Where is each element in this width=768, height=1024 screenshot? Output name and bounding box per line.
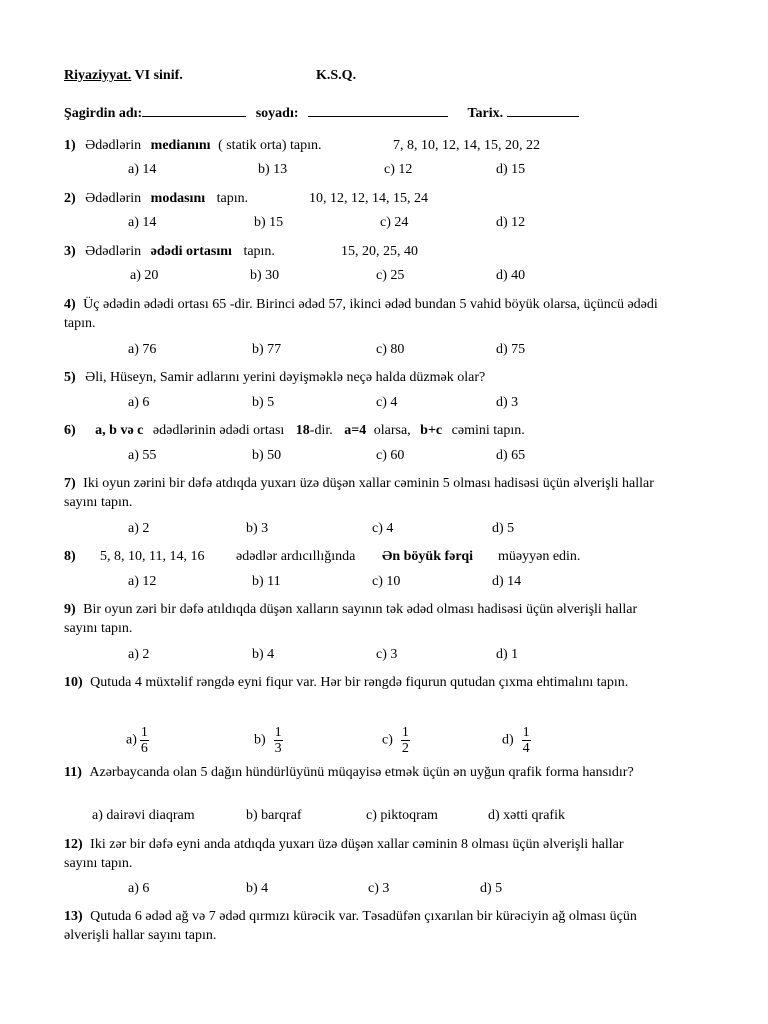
option-c[interactable]: c) 10: [372, 574, 401, 589]
option-a[interactable]: [126, 725, 149, 756]
question-number: 4): [64, 297, 76, 312]
option-b[interactable]: b) 30: [250, 268, 280, 283]
denominator: 6: [140, 741, 148, 756]
option-label: a): [126, 732, 137, 748]
options-8: [0, 574, 768, 594]
question-11: [64, 763, 660, 782]
options-6: [0, 448, 768, 468]
option-a[interactable]: a) 12: [128, 574, 157, 589]
question-text: olarsa,: [373, 423, 411, 438]
question-text: Qutuda 4 müxtəlif rəngdə eyni fiqur var. Hər bir rəngdə fiqurun qutudan çıxma ehtimalını tapın.: [90, 675, 629, 690]
denominator: 3: [274, 741, 282, 756]
question-number: 7): [64, 476, 76, 491]
question-keyword: ədədi ortasını: [150, 244, 232, 259]
option-b[interactable]: b) 4: [252, 647, 275, 662]
option-b[interactable]: b) 5: [252, 395, 275, 410]
grade-label: VI sinif.: [134, 68, 183, 83]
option-c[interactable]: c) 3: [368, 881, 390, 896]
question-4: [64, 295, 660, 333]
ksq-label: K.S.Q.: [316, 68, 357, 83]
question-number: 9): [64, 602, 76, 617]
question-text: tapın.: [216, 191, 249, 206]
question-keyword: b+c: [420, 423, 443, 438]
question-data: 7, 8, 10, 12, 14, 15, 20, 22: [393, 138, 540, 153]
option-b[interactable]: b) 15: [254, 215, 284, 230]
option-c[interactable]: c) 12: [384, 162, 413, 177]
options-3: [0, 268, 768, 288]
question-text: Ədədlərin: [85, 191, 142, 206]
fraction: [274, 725, 283, 756]
option-c[interactable]: c) 80: [376, 342, 405, 357]
option-b[interactable]: b) 13: [258, 162, 288, 177]
option-d[interactable]: d) 5: [480, 881, 503, 896]
option-a[interactable]: a) 6: [128, 881, 150, 896]
question-number: 11): [64, 765, 82, 780]
question-keyword: a, b və c: [95, 423, 144, 438]
option-d[interactable]: d) xətti qrafik: [488, 808, 565, 823]
question-data: 10, 12, 12, 14, 15, 24: [309, 191, 428, 206]
surname-blank[interactable]: [308, 104, 448, 117]
question-keyword: Ən böyük fərqi: [382, 549, 473, 564]
option-d[interactable]: d) 65: [496, 448, 526, 463]
options-1: [0, 162, 768, 182]
options-9: [0, 647, 768, 667]
question-1: [64, 136, 660, 155]
question-text: ( statik orta) tapın.: [218, 138, 322, 153]
fraction: [401, 725, 410, 756]
option-a[interactable]: a) 14: [128, 215, 157, 230]
option-c[interactable]: c) 4: [372, 521, 394, 536]
options-12: [0, 881, 768, 901]
surname-label: soyadı:: [255, 106, 299, 121]
options-2: [0, 215, 768, 235]
student-info-row: [64, 104, 579, 122]
option-d[interactable]: d) 40: [496, 268, 526, 283]
denominator: 4: [522, 741, 530, 756]
option-c[interactable]: c) 3: [376, 647, 398, 662]
question-text: tapın.: [243, 244, 275, 259]
worksheet-title: [64, 68, 183, 84]
date-label: Tarix.: [467, 106, 504, 121]
option-c[interactable]: [382, 725, 410, 756]
question-8: [64, 547, 660, 566]
option-label: d): [502, 732, 514, 748]
question-text: Əli, Hüseyn, Samir adlarını yerini dəyişməklə neçə halda düzmək olar?: [85, 370, 486, 385]
question-keyword: 18: [295, 423, 310, 438]
question-text: Iki zər bir dəfə eyni anda atdıqda yuxarı üzə düşən xallar cəminin 8 olması üçün əlverişli hallar sayını tapın.: [64, 837, 624, 871]
option-d[interactable]: d) 75: [496, 342, 526, 357]
question-keyword: modasını: [150, 191, 206, 206]
numerator: 1: [140, 725, 148, 740]
option-b[interactable]: [254, 725, 283, 756]
option-d[interactable]: d) 3: [496, 395, 519, 410]
option-b[interactable]: b) 4: [246, 881, 269, 896]
denominator: 2: [401, 741, 409, 756]
question-number: 10): [64, 675, 83, 690]
name-label: Şagirdin adı:: [64, 106, 143, 121]
question-text: ədədlər ardıcıllığında: [236, 549, 356, 564]
option-b[interactable]: b) 3: [246, 521, 269, 536]
question-number: 3): [64, 244, 76, 259]
question-2: [64, 189, 660, 208]
options-10: [0, 725, 768, 756]
question-6: [64, 421, 660, 440]
option-b[interactable]: b) 77: [252, 342, 282, 357]
question-data: 15, 20, 25, 40: [341, 244, 418, 259]
question-7: [64, 474, 660, 512]
question-text: Ədədlərin: [85, 138, 142, 153]
option-c[interactable]: c) piktoqram: [366, 808, 438, 823]
question-data: 5, 8, 10, 11, 14, 16: [100, 549, 205, 564]
numerator: 1: [401, 725, 409, 740]
question-keyword: medianını: [150, 138, 211, 153]
option-c[interactable]: c) 4: [376, 395, 398, 410]
question-text: Üç ədədin ədədi ortası 65 -dir. Birinci ədəd 57, ikinci ədəd bundan 5 vahid böyük olarsa, üçüncü ədədi tapın.: [64, 297, 658, 331]
question-number: 5): [64, 370, 76, 385]
option-c[interactable]: c) 60: [376, 448, 405, 463]
option-label: c): [382, 732, 393, 748]
options-11: [0, 808, 768, 828]
date-blank[interactable]: [507, 104, 579, 117]
question-5: [64, 368, 660, 387]
options-4: [0, 342, 768, 362]
fraction: [140, 725, 149, 756]
question-text: ədədlərinin ədədi ortası: [152, 423, 285, 438]
option-a[interactable]: a) 2: [128, 647, 150, 662]
question-10: [64, 673, 660, 692]
question-text: Bir oyun zəri bir dəfə atıldıqda düşən xalların sayının tək ədəd olması hadisəsi üçün əlverişli hallar sayını tapın.: [64, 602, 638, 636]
question-number: 1): [64, 138, 76, 153]
option-a[interactable]: a) 2: [128, 521, 150, 536]
option-d[interactable]: d) 14: [492, 574, 522, 589]
option-b[interactable]: b) 50: [252, 448, 282, 463]
option-a[interactable]: a) 6: [128, 395, 150, 410]
option-d[interactable]: d) 5: [492, 521, 515, 536]
question-number: 8): [64, 549, 76, 564]
option-a[interactable]: a) 55: [128, 448, 157, 463]
question-text: Ədədlərin: [85, 244, 142, 259]
option-a[interactable]: a) 14: [128, 162, 157, 177]
fraction: [522, 725, 531, 756]
options-5: [0, 395, 768, 415]
subject-label: Riyaziyyat.: [64, 68, 132, 83]
option-a[interactable]: a) 76: [128, 342, 157, 357]
question-3: [64, 242, 660, 261]
question-text: müəyyən edin.: [498, 549, 581, 564]
numerator: 1: [274, 725, 282, 740]
option-c[interactable]: c) 25: [376, 268, 405, 283]
option-d[interactable]: d) 12: [496, 215, 526, 230]
question-number: 12): [64, 837, 83, 852]
option-d[interactable]: d) 1: [496, 647, 519, 662]
option-b[interactable]: b) barqraf: [246, 808, 302, 823]
question-text: cəmini tapın.: [451, 423, 525, 438]
question-text: Azərbaycanda olan 5 dağın hündürlüyünü müqayisə etmək üçün ən uyğun qrafik forma hansıdır?: [89, 765, 634, 780]
question-13: [64, 907, 660, 945]
option-d[interactable]: d) 15: [496, 162, 526, 177]
options-7: [0, 521, 768, 541]
question-number: 2): [64, 191, 76, 206]
name-blank[interactable]: [142, 104, 246, 117]
question-text: Qutuda 6 ədəd ağ və 7 ədəd qırmızı kürəcik var. Təsadüfən çıxarılan bir kürəciyin ağ olması üçün əlverişli hallar sayını tapın.: [64, 909, 637, 943]
question-text: Iki oyun zərini bir dəfə atdıqda yuxarı üzə düşən xallar cəminin 5 olması hadisəsi üçün əlverişli hallar sayını tapın.: [64, 476, 654, 510]
option-a[interactable]: a) dairəvi diaqram: [92, 808, 195, 823]
question-number: 6): [64, 423, 76, 438]
question-12: [64, 835, 660, 873]
option-a[interactable]: a) 20: [130, 268, 159, 283]
option-b[interactable]: b) 11: [252, 574, 281, 589]
question-9: [64, 600, 660, 638]
question-number: 13): [64, 909, 83, 924]
question-keyword: a=4: [344, 423, 367, 438]
question-text: -dir.: [309, 423, 333, 438]
numerator: 1: [522, 725, 530, 740]
option-label: b): [254, 732, 266, 748]
option-d[interactable]: [502, 725, 531, 756]
option-c[interactable]: c) 24: [380, 215, 409, 230]
